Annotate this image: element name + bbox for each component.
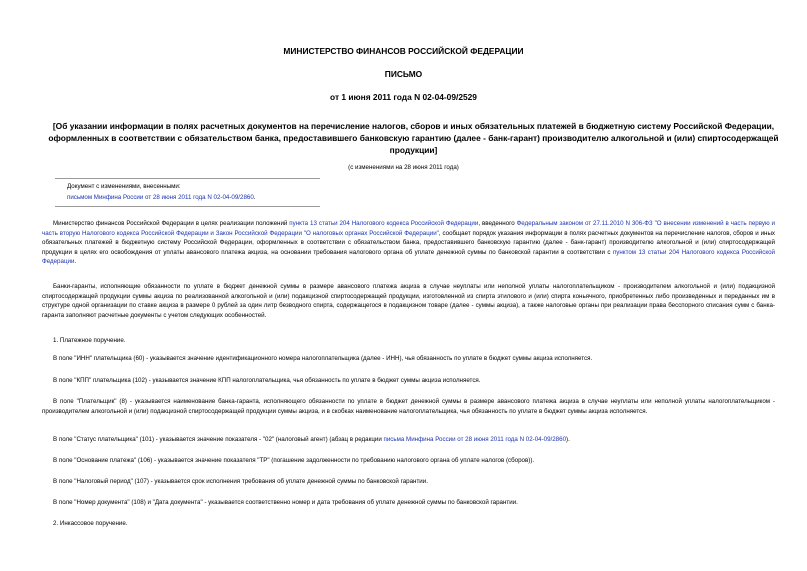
changes-note: (с изменениями на 28 июня 2011 года) (348, 164, 459, 171)
ministry-heading: МИНИСТЕРСТВО ФИНАНСОВ РОССИЙСКОЙ ФЕДЕРАЦИИ (283, 46, 524, 56)
paragraph-payment-order: 1. Платежное поручение. (53, 337, 126, 344)
paragraph-collection-order: 2. Инкассовое поручение. (53, 520, 128, 527)
document-date-number: от 1 июня 2011 года N 02-04-09/2529 (330, 92, 477, 102)
changes-divider-top (55, 178, 320, 179)
paragraph-tax-period: В поле "Налоговый период" (107) - указывается срок исполнения требования об уплате денежной суммы по банковской гарантии. (53, 478, 428, 485)
paragraph-payer: В поле "Плательщик" (8) - указывается наименование банка-гаранта, исполняющего обязанности по уплате в бюджет денежной суммы в размере авансового платежа акциза в случае неуплаты или неполной уплаты налогоплательщиком - производителем алкогольной и (или) подакцизной спиртосодержащей продукции суммы акциза, и в скобках наименование налогоплательщика, чья обязанность по уплате в бюджет суммы акциза исполняется. (42, 398, 775, 415)
status-text-2: ). (566, 436, 570, 443)
intro-text-3: , сообщает порядок указания информации в полях расчетных документов на перечисление налогов, сборов и иных обязательных платежей в бюджетную систему Российской Федерации, оформленных в соответствии с обязательством банка, предоставившего банковскую гарантию (далее - банк-гарант) производителю алкогольной и (или) спиртосодержащей продукции в целях его освобождения от уплаты авансового платежа акциза, на основании требования налогового органа об уплате денежной суммы по банковской гарантии в соответствии с (42, 229, 775, 256)
paragraph-document-number: В поле "Номер документа" (108) и "Дата документа" - указывается соответственно номер и дата требования об уплате денежной суммы по банковской гарантии. (53, 499, 518, 506)
tax-code-point-13-link[interactable]: пунктом 13 статьи 204 Налогового кодекса Российской Федерации (42, 248, 775, 266)
paragraph-inn: В поле "ИНН" плательщика (60) - указывается значение идентификационного номера налогоплательщика (далее - ИНН), чья обязанность по уплате в бюджет суммы акциза исполняется. (53, 355, 593, 362)
intro-text-4: . (74, 258, 77, 266)
intro-text-2: , введенного (478, 220, 517, 227)
paragraph-bank-guarantors: Банки-гаранты, исполняющие обязанности по уплате в бюджет денежной суммы в размере авансового платежа акциза в случае неуплаты или неполной уплаты налогоплательщиком - производителем алкогольной и (или) подакцизной спиртосодержащей продукции суммы акциза по реализованной алкогольной и (или) подакцизной спиртосодержащей продукции, изготовленной из спирта этилового и (или) спирта коньячного, приобретенных либо произведенных и переданных им в структуре одной организации по ставке акциза в размере 0 рублей за один литр безводного спирта, содержащегося в подакцизном товаре (далее - суммы акциза), а также налоговые органы при реализации права бесспорного списания сумм с банка-гаранта заполняют расчетные документы с учетом следующих особенностей. (42, 283, 775, 319)
paragraph-payment-basis: В поле "Основание платежа" (106) - указывается значение показателя "ТР" (погашение задолженности по требованию налогового органа об уплате налогов (сборов)). (53, 457, 535, 464)
document-title: [Об указании информации в полях расчетных документов на перечисление налогов, сборов и иных обязательных платежей в бюджетную систему Российской Федерации, оформленных в соответствии с обязательством банка, предоставившего банковскую гарантию (далее - банк-гарант) производителю алкогольной и (или) спиртосодержащей продукции] (48, 121, 779, 155)
amending-letter-link-2[interactable]: письма Минфина России от 28 июня 2011 года N 02-04-09/2860 (383, 436, 567, 443)
changes-tail: . (253, 193, 256, 201)
federal-law-306-link[interactable]: Федеральным законом от 27.11.2010 N 306-ФЗ "О внесении изменений в часть первую и часть вторую Налогового кодекса Российской Федерации и Закон Российской Федерации "О налоговых органах Российской Федерации" (42, 220, 776, 237)
document-type: ПИСЬМО (384, 69, 423, 79)
intro-text-1: Министерство финансов Российской Федерации в целях реализации положений (53, 220, 290, 227)
paragraph-kpp: В поле "КПП" плательщика (102) - указывается значение КПП налогоплательщика, чья обязанность по уплате в бюджет суммы акциза исполняется. (53, 377, 481, 384)
changes-box (67, 182, 327, 203)
status-text-1: В поле "Статус плательщика" (101) - указывается значение показателя - "02" (налоговый агент) (абзац в редакции (53, 436, 384, 443)
changes-link-line (67, 193, 327, 204)
tax-code-article-204-link[interactable]: пункта 13 статьи 204 Налогового кодекса Российской Федерации (289, 220, 479, 227)
changes-divider-bottom (55, 206, 320, 207)
changes-intro: Документ с изменениями, внесенными: (67, 183, 181, 190)
paragraph-intro (42, 219, 775, 267)
amending-letter-link[interactable]: письмом Минфина России от 28 июня 2011 года N 02-04-09/2860 (67, 193, 254, 201)
paragraph-payer-status (42, 435, 775, 445)
